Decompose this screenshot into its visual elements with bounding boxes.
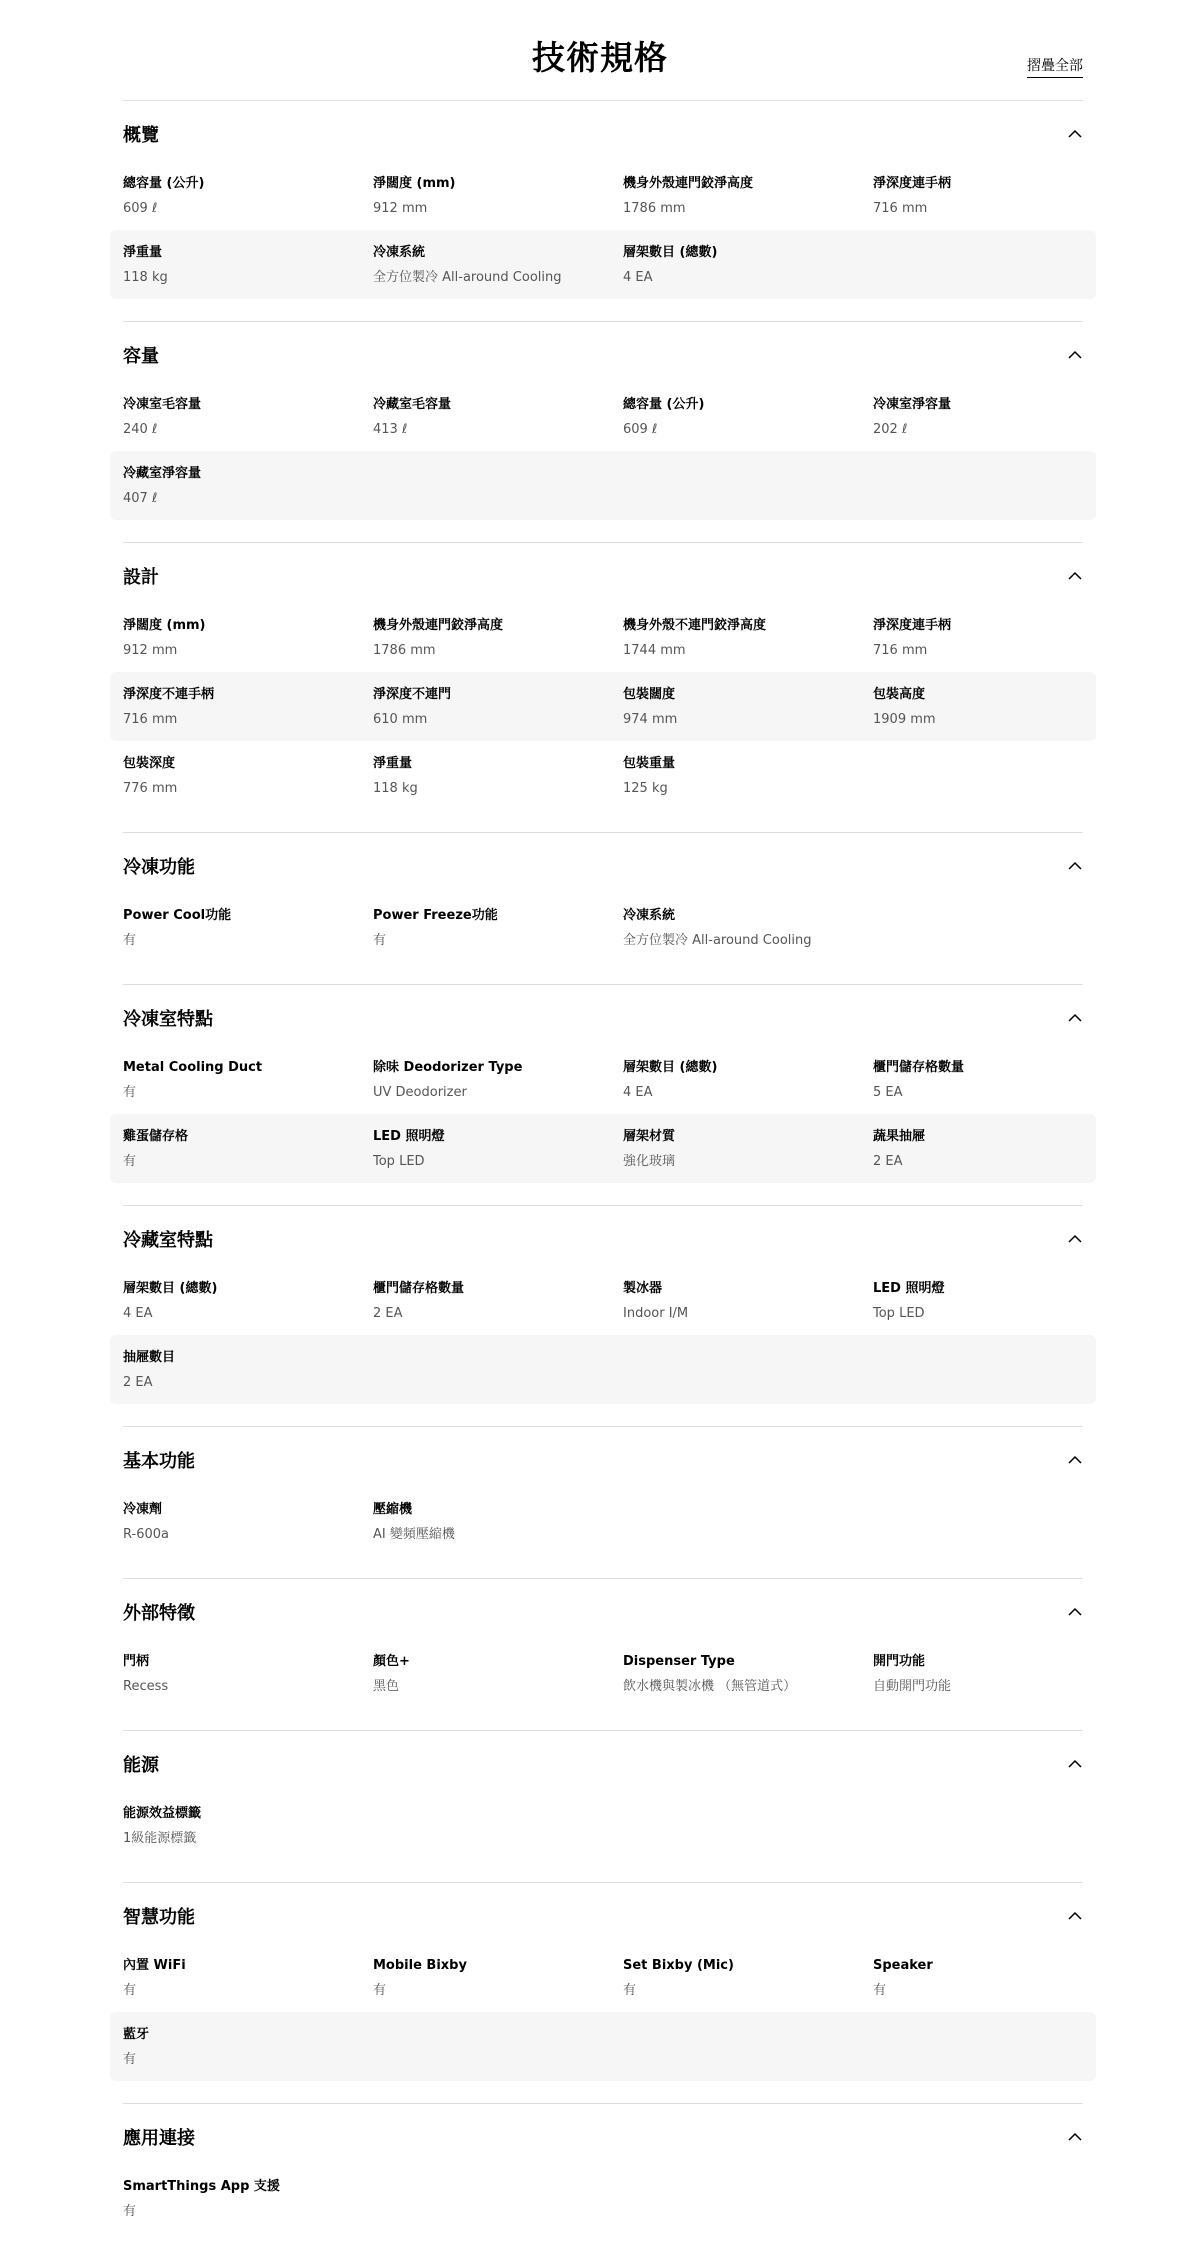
section-title: 容量	[123, 346, 159, 367]
spec-value: 125 kg	[623, 780, 668, 796]
spec-label: 櫃門儲存格數量	[873, 1059, 965, 1075]
spec-section	[123, 2103, 1083, 2255]
spec-label: Metal Cooling Duct	[123, 1059, 263, 1075]
spec-item	[123, 1349, 373, 1391]
spec-value: 1級能源標籤	[123, 1830, 197, 1846]
spec-item	[123, 396, 373, 438]
chevron-up-icon[interactable]	[1067, 568, 1083, 584]
spec-row	[110, 1266, 1096, 1335]
spec-item	[373, 1128, 623, 1170]
spec-item	[123, 1805, 373, 1847]
spec-label: LED 照明燈	[873, 1280, 945, 1296]
page-header	[0, 0, 1200, 100]
spec-value: 4 EA	[623, 269, 653, 285]
spec-value: 610 mm	[373, 711, 428, 727]
chevron-up-icon[interactable]	[1067, 126, 1083, 142]
spec-item	[623, 1059, 873, 1101]
spec-label: 除味 Deodorizer Type	[373, 1059, 523, 1075]
spec-section	[123, 1578, 1083, 1730]
spec-value: 1786 mm	[623, 200, 686, 216]
spec-item	[873, 1280, 1083, 1322]
collapse-all-button[interactable]: 摺疊全部	[1027, 55, 1083, 78]
spec-value: 413 ℓ	[373, 421, 408, 437]
spec-item	[373, 907, 623, 949]
chevron-up-icon[interactable]	[1067, 1908, 1083, 1924]
spec-value: 912 mm	[123, 642, 178, 658]
spec-value: 黑色	[373, 1678, 400, 1694]
spec-value: 2 EA	[373, 1305, 403, 1321]
spec-sections	[0, 100, 1200, 2255]
section-title: 基本功能	[123, 1451, 195, 1472]
spec-value: R-600a	[123, 1526, 169, 1542]
spec-value: 407 ℓ	[123, 490, 158, 506]
chevron-up-icon[interactable]	[1067, 1231, 1083, 1247]
spec-row	[110, 1639, 1096, 1708]
spec-label: 冷藏室毛容量	[373, 396, 452, 412]
spec-row	[110, 1335, 1096, 1404]
section-header[interactable]	[123, 985, 1083, 1045]
spec-item	[373, 396, 623, 438]
spec-item	[623, 617, 873, 659]
spec-label: 壓縮機	[373, 1501, 413, 1517]
spec-item	[123, 1501, 373, 1543]
spec-label: 能源效益標籤	[123, 1805, 202, 1821]
spec-item	[123, 1280, 373, 1322]
spec-label: 淨深度連手柄	[873, 617, 952, 633]
spec-label: Dispenser Type	[623, 1653, 735, 1669]
spec-item	[873, 1957, 1083, 1999]
spec-label: 層架數目 (總數)	[623, 244, 718, 260]
spec-label: 淨深度不連門	[373, 686, 452, 702]
section-title: 智慧功能	[123, 1907, 195, 1928]
section-title: 冷凍室特點	[123, 1009, 213, 1030]
spec-value: 有	[873, 1982, 887, 1998]
spec-value: 118 kg	[123, 269, 168, 285]
spec-row	[110, 1045, 1096, 1114]
spec-label: 淨重量	[373, 755, 413, 771]
spec-value: 有	[123, 932, 137, 948]
section-header[interactable]	[123, 1731, 1083, 1791]
spec-value: 4 EA	[123, 1305, 153, 1321]
spec-value: 974 mm	[623, 711, 678, 727]
spec-value: Top LED	[873, 1305, 925, 1321]
spec-label: 淨深度連手柄	[873, 175, 952, 191]
spec-value: 2 EA	[123, 1374, 153, 1390]
spec-label: 包裝高度	[873, 686, 926, 702]
spec-section	[123, 984, 1083, 1205]
spec-item	[373, 1280, 623, 1322]
spec-value: 2 EA	[873, 1153, 903, 1169]
section-header[interactable]	[123, 833, 1083, 893]
spec-label: 冷凍系統	[373, 244, 426, 260]
spec-item	[873, 617, 1083, 659]
spec-item	[123, 2026, 373, 2068]
spec-item	[123, 244, 373, 286]
spec-label: 藍牙	[123, 2026, 150, 2042]
chevron-up-icon[interactable]	[1067, 347, 1083, 363]
spec-label: 淨闊度 (mm)	[123, 617, 206, 633]
spec-item	[373, 755, 623, 797]
spec-label: 製冰器	[623, 1280, 663, 1296]
spec-value: Indoor I/M	[623, 1305, 689, 1321]
spec-value: 有	[373, 932, 387, 948]
spec-row	[110, 382, 1096, 451]
chevron-up-icon[interactable]	[1067, 1452, 1083, 1468]
spec-value: 912 mm	[373, 200, 428, 216]
spec-item	[123, 1653, 373, 1695]
spec-label: 總容量 (公升)	[123, 175, 205, 191]
spec-row	[110, 161, 1096, 230]
spec-item	[123, 907, 373, 949]
spec-item	[623, 1653, 873, 1695]
spec-section	[123, 1426, 1083, 1578]
spec-section	[123, 1205, 1083, 1426]
spec-label: Mobile Bixby	[373, 1957, 467, 1973]
spec-item	[623, 907, 873, 949]
spec-value: Top LED	[373, 1153, 425, 1169]
spec-label: 冷凍室毛容量	[123, 396, 202, 412]
spec-item	[873, 175, 1083, 217]
spec-label: 包裝闊度	[623, 686, 676, 702]
spec-label: 冷凍室淨容量	[873, 396, 952, 412]
spec-value: 4 EA	[623, 1084, 653, 1100]
spec-value: 118 kg	[373, 780, 418, 796]
spec-label: 包裝深度	[123, 755, 176, 771]
spec-item	[623, 1957, 873, 1999]
section-title: 外部特徵	[123, 1603, 195, 1624]
section-header[interactable]	[123, 101, 1083, 161]
spec-item	[623, 755, 873, 797]
spec-row	[110, 1943, 1096, 2012]
section-header[interactable]	[123, 543, 1083, 603]
spec-item	[373, 1957, 623, 1999]
spec-row	[110, 1114, 1096, 1183]
section-title: 冷藏室特點	[123, 1230, 213, 1251]
spec-value: 716 mm	[873, 642, 928, 658]
spec-label: 淨闊度 (mm)	[373, 175, 456, 191]
spec-value: 自動開門功能	[873, 1678, 952, 1694]
spec-value: 全方位製冷 All-around Cooling	[373, 269, 562, 285]
chevron-up-icon[interactable]	[1067, 2129, 1083, 2145]
spec-item	[873, 1653, 1083, 1695]
chevron-up-icon[interactable]	[1067, 1756, 1083, 1772]
spec-row	[110, 1791, 1096, 1860]
spec-value: 有	[123, 2203, 137, 2219]
spec-section	[123, 100, 1083, 321]
spec-value: 有	[123, 1153, 137, 1169]
spec-value: 有	[373, 1982, 387, 1998]
spec-item	[623, 1128, 873, 1170]
spec-label: 包裝重量	[623, 755, 676, 771]
page-title: 技術規格	[532, 38, 668, 77]
spec-item	[623, 686, 873, 728]
spec-label: 冷藏室淨容量	[123, 465, 202, 481]
section-title: 設計	[123, 567, 159, 588]
spec-value: 609 ℓ	[623, 421, 658, 437]
spec-section	[123, 832, 1083, 984]
chevron-up-icon[interactable]	[1067, 858, 1083, 874]
spec-item	[123, 175, 373, 217]
spec-label: Power Freeze功能	[373, 907, 498, 923]
spec-item	[123, 755, 373, 797]
section-header[interactable]	[123, 1206, 1083, 1266]
spec-item	[873, 1128, 1083, 1170]
spec-value: 776 mm	[123, 780, 178, 796]
spec-item	[373, 1653, 623, 1695]
spec-row	[110, 741, 1096, 810]
spec-label: Set Bixby (Mic)	[623, 1957, 734, 1973]
spec-item	[123, 1059, 373, 1101]
spec-label: 開門功能	[873, 1653, 926, 1669]
spec-label: 蔬果抽屜	[873, 1128, 926, 1144]
spec-value: 1786 mm	[373, 642, 436, 658]
spec-item	[123, 465, 373, 507]
spec-item	[873, 396, 1083, 438]
spec-item	[623, 244, 873, 286]
spec-value: 609 ℓ	[123, 200, 158, 216]
spec-label: 冷凍劑	[123, 1501, 163, 1517]
spec-section	[123, 1882, 1083, 2103]
spec-value: 202 ℓ	[873, 421, 908, 437]
spec-item	[873, 1059, 1083, 1101]
spec-value: 5 EA	[873, 1084, 903, 1100]
chevron-up-icon[interactable]	[1067, 1010, 1083, 1026]
spec-section	[123, 1730, 1083, 1882]
spec-value: 強化玻璃	[623, 1153, 676, 1169]
spec-label: 櫃門儲存格數量	[373, 1280, 465, 1296]
chevron-up-icon[interactable]	[1067, 1604, 1083, 1620]
spec-item	[373, 244, 623, 286]
spec-item	[123, 1128, 373, 1170]
spec-section	[123, 542, 1083, 832]
spec-item	[623, 1280, 873, 1322]
spec-value: 有	[123, 2051, 137, 2067]
section-header[interactable]	[123, 322, 1083, 382]
spec-row	[110, 893, 1096, 962]
section-header[interactable]	[123, 1883, 1083, 1943]
spec-label: 內置 WiFi	[123, 1957, 186, 1973]
spec-value: 飲水機與製冰機 （無管道式）	[623, 1678, 797, 1694]
spec-item	[373, 686, 623, 728]
spec-value: AI 變頻壓縮機	[373, 1526, 455, 1542]
spec-label: 淨重量	[123, 244, 163, 260]
spec-row	[110, 451, 1096, 520]
spec-label: 冷凍系統	[623, 907, 676, 923]
spec-value: 1909 mm	[873, 711, 936, 727]
spec-label: 抽屜數目	[123, 1349, 176, 1365]
spec-item	[123, 1957, 373, 1999]
spec-label: 淨深度不連手柄	[123, 686, 215, 702]
spec-section	[123, 321, 1083, 542]
spec-label: 門柄	[123, 1653, 150, 1669]
spec-value: 有	[123, 1982, 137, 1998]
spec-value: 有	[123, 1084, 137, 1100]
spec-item	[373, 1501, 623, 1543]
spec-label: 機身外殼連門鉸淨高度	[373, 617, 504, 633]
spec-item	[123, 617, 373, 659]
section-header[interactable]	[123, 2104, 1083, 2164]
section-header[interactable]	[123, 1579, 1083, 1639]
section-header[interactable]	[123, 1427, 1083, 1487]
spec-label: 層架數目 (總數)	[123, 1280, 218, 1296]
spec-value: 716 mm	[873, 200, 928, 216]
spec-value: 716 mm	[123, 711, 178, 727]
spec-label: 雞蛋儲存格	[123, 1128, 189, 1144]
section-title: 概覽	[123, 125, 159, 146]
spec-row	[110, 672, 1096, 741]
spec-item	[373, 617, 623, 659]
spec-item	[123, 686, 373, 728]
spec-row	[110, 2012, 1096, 2081]
spec-value: 240 ℓ	[123, 421, 158, 437]
spec-label: 層架數目 (總數)	[623, 1059, 718, 1075]
spec-label: SmartThings App 支援	[123, 2178, 280, 2194]
section-title: 能源	[123, 1755, 159, 1776]
spec-label: 層架材質	[623, 1128, 676, 1144]
spec-label: Speaker	[873, 1957, 933, 1973]
spec-label: 機身外殼連門鉸淨高度	[623, 175, 754, 191]
spec-label: 總容量 (公升)	[623, 396, 705, 412]
spec-item	[373, 175, 623, 217]
spec-item	[123, 2178, 373, 2220]
spec-row	[110, 1487, 1096, 1556]
spec-value: Recess	[123, 1678, 169, 1694]
spec-row	[110, 2164, 1096, 2233]
spec-item	[623, 175, 873, 217]
spec-label: Power Cool功能	[123, 907, 232, 923]
spec-item	[623, 396, 873, 438]
spec-value: 1744 mm	[623, 642, 686, 658]
spec-value: UV Deodorizer	[373, 1084, 467, 1100]
spec-label: 顏色+	[373, 1653, 410, 1669]
section-title: 應用連接	[123, 2128, 195, 2149]
spec-value: 有	[623, 1982, 637, 1998]
spec-item	[373, 1059, 623, 1101]
spec-label: 機身外殼不連門鉸淨高度	[623, 617, 767, 633]
spec-label: LED 照明燈	[373, 1128, 445, 1144]
spec-row	[110, 603, 1096, 672]
spec-item	[873, 686, 1083, 728]
spec-row	[110, 230, 1096, 299]
spec-value: 全方位製冷 All-around Cooling	[623, 932, 812, 948]
section-title: 冷凍功能	[123, 857, 195, 878]
